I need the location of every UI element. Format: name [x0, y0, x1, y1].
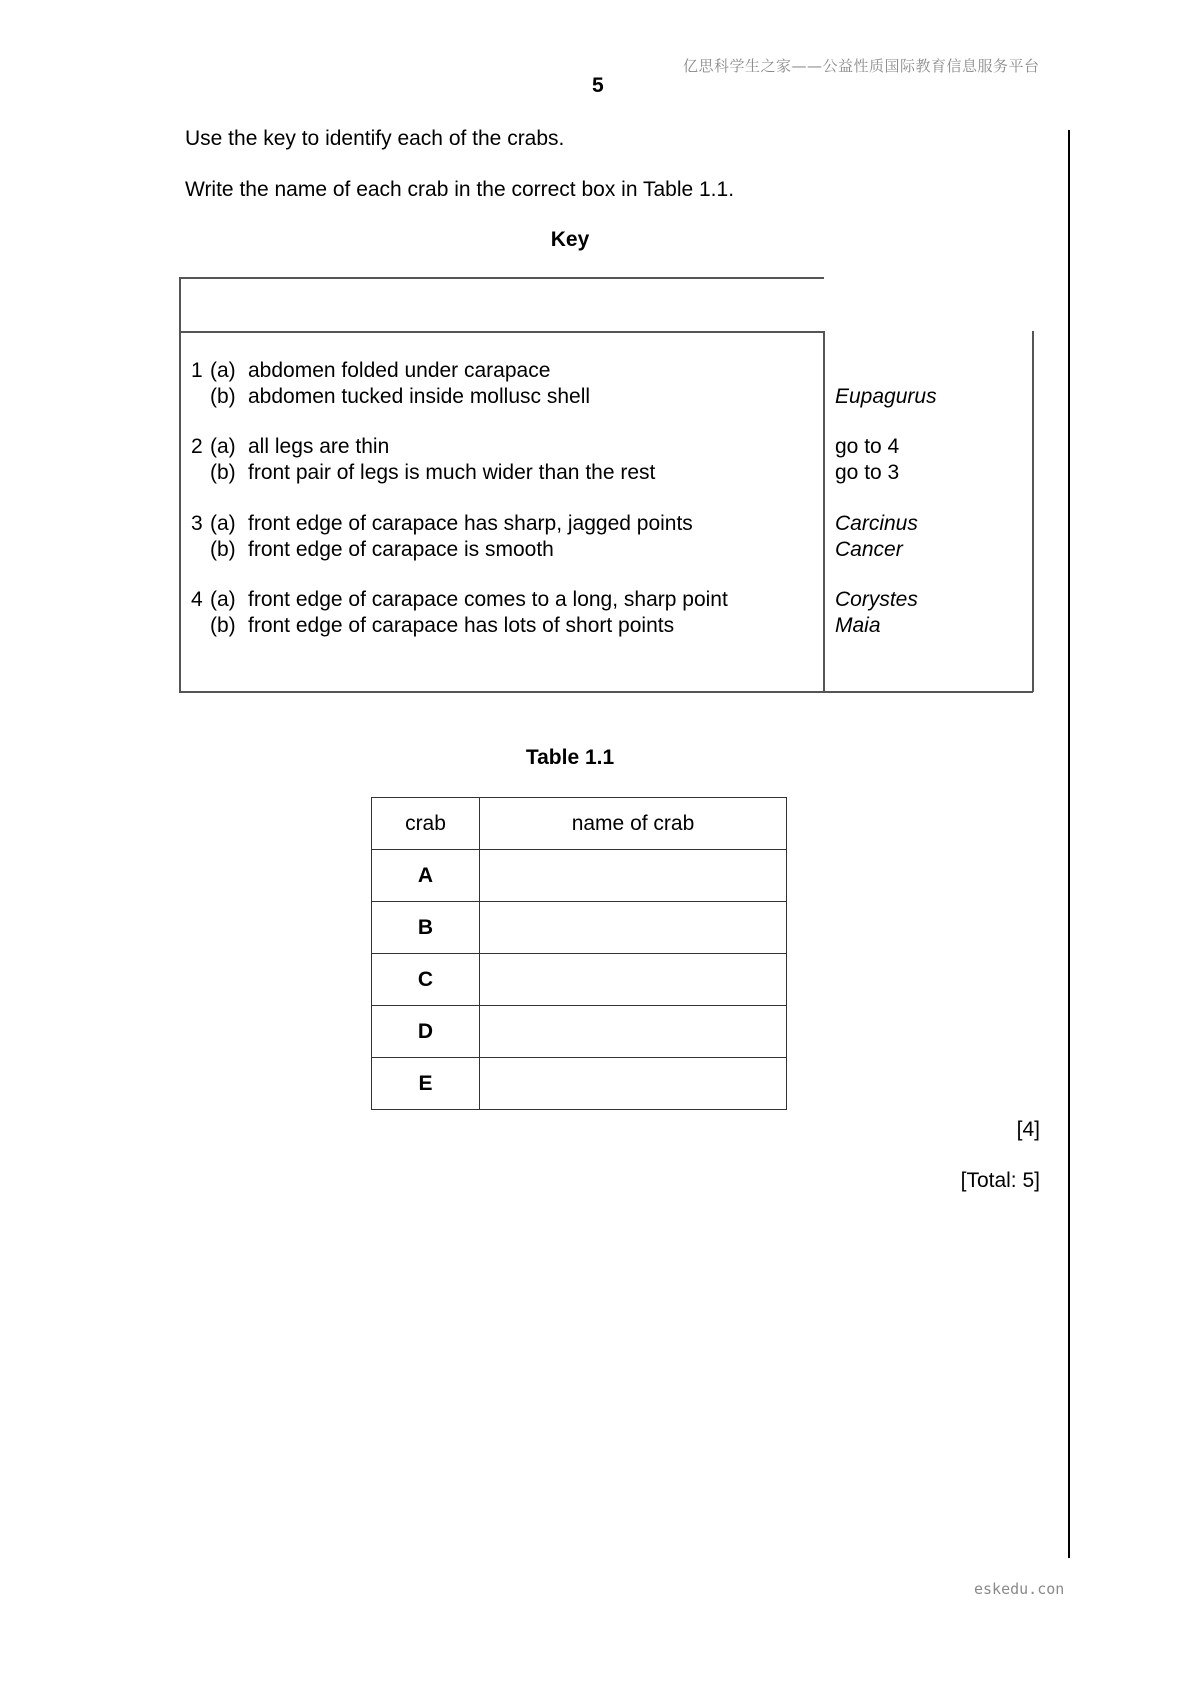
key-step-description: front edge of carapace has lots of short points: [248, 614, 675, 637]
key-step-description: front edge of carapace is smooth: [248, 538, 554, 561]
header-name-of-crab: name of crab: [480, 798, 787, 850]
key-bottom-line: [179, 691, 1033, 693]
key-left-line: [179, 277, 181, 692]
key-step-part: (b): [210, 461, 236, 484]
crab-label: C: [372, 954, 480, 1006]
key-column-divider: [823, 331, 825, 692]
key-heading: Key: [550, 228, 590, 251]
key-step-number: 1: [191, 359, 203, 382]
margin-rule: [1068, 130, 1070, 1558]
key-step-part: (a): [210, 588, 236, 611]
key-step-description: front pair of legs is much wider than the rest: [248, 461, 656, 484]
key-result-goto: go to 4: [835, 435, 900, 458]
key-result-genus: Corystes: [835, 588, 918, 611]
instruction-identify: Use the key to identify each of the crabs.: [185, 127, 565, 150]
crab-label: A: [372, 850, 480, 902]
key-step-description: all legs are thin: [248, 435, 390, 458]
key-step-description: abdomen folded under carapace: [248, 359, 551, 382]
key-step-description: front edge of carapace comes to a long, sharp point: [248, 588, 728, 611]
crab-name-answer-box[interactable]: [480, 954, 787, 1006]
answer-table: [371, 797, 787, 1110]
key-step-part: (a): [210, 512, 236, 535]
key-step-description: abdomen tucked inside mollusc shell: [248, 385, 591, 408]
key-right-line: [1032, 331, 1034, 692]
table-header-row: [372, 798, 787, 850]
key-step-description: front edge of carapace has sharp, jagged points: [248, 512, 693, 535]
watermark-footer: eskedu.con: [974, 1580, 1065, 1598]
key-result-genus: Eupagurus: [835, 385, 937, 408]
header-crab: crab: [372, 798, 480, 850]
key-top-line: [179, 277, 824, 279]
key-step-number: 4: [191, 588, 203, 611]
table-row: [372, 850, 787, 902]
key-result-genus: Maia: [835, 614, 881, 637]
crab-name-answer-box[interactable]: [480, 1058, 787, 1110]
crab-label: D: [372, 1006, 480, 1058]
marks-allocation: [4]: [1016, 1118, 1040, 1141]
crab-name-answer-box[interactable]: [480, 850, 787, 902]
key-step-number: 3: [191, 512, 203, 535]
key-result-genus: Carcinus: [835, 512, 918, 535]
table-row: [372, 1058, 787, 1110]
key-step-part: (a): [210, 435, 236, 458]
table-heading: Table 1.1: [525, 746, 615, 769]
crab-name-answer-box[interactable]: [480, 902, 787, 954]
crab-name-answer-box[interactable]: [480, 1006, 787, 1058]
crab-label: E: [372, 1058, 480, 1110]
instruction-write-names: Write the name of each crab in the correct box in Table 1.1.: [185, 178, 735, 201]
key-step-part: (b): [210, 385, 236, 408]
key-result-goto: go to 3: [835, 461, 900, 484]
page-number: 5: [592, 74, 604, 97]
key-step-part: (b): [210, 614, 236, 637]
crab-label: B: [372, 902, 480, 954]
key-step-part: (b): [210, 538, 236, 561]
table-row: [372, 902, 787, 954]
total-marks: [Total: 5]: [960, 1169, 1040, 1192]
key-result-genus: Cancer: [835, 538, 903, 561]
table-row: [372, 954, 787, 1006]
table-row: [372, 1006, 787, 1058]
watermark-header: 亿思科学生之家——公益性质国际教育信息服务平台: [683, 57, 1040, 75]
key-step-part: (a): [210, 359, 236, 382]
key-header-divider: [179, 331, 824, 333]
key-step-number: 2: [191, 435, 203, 458]
